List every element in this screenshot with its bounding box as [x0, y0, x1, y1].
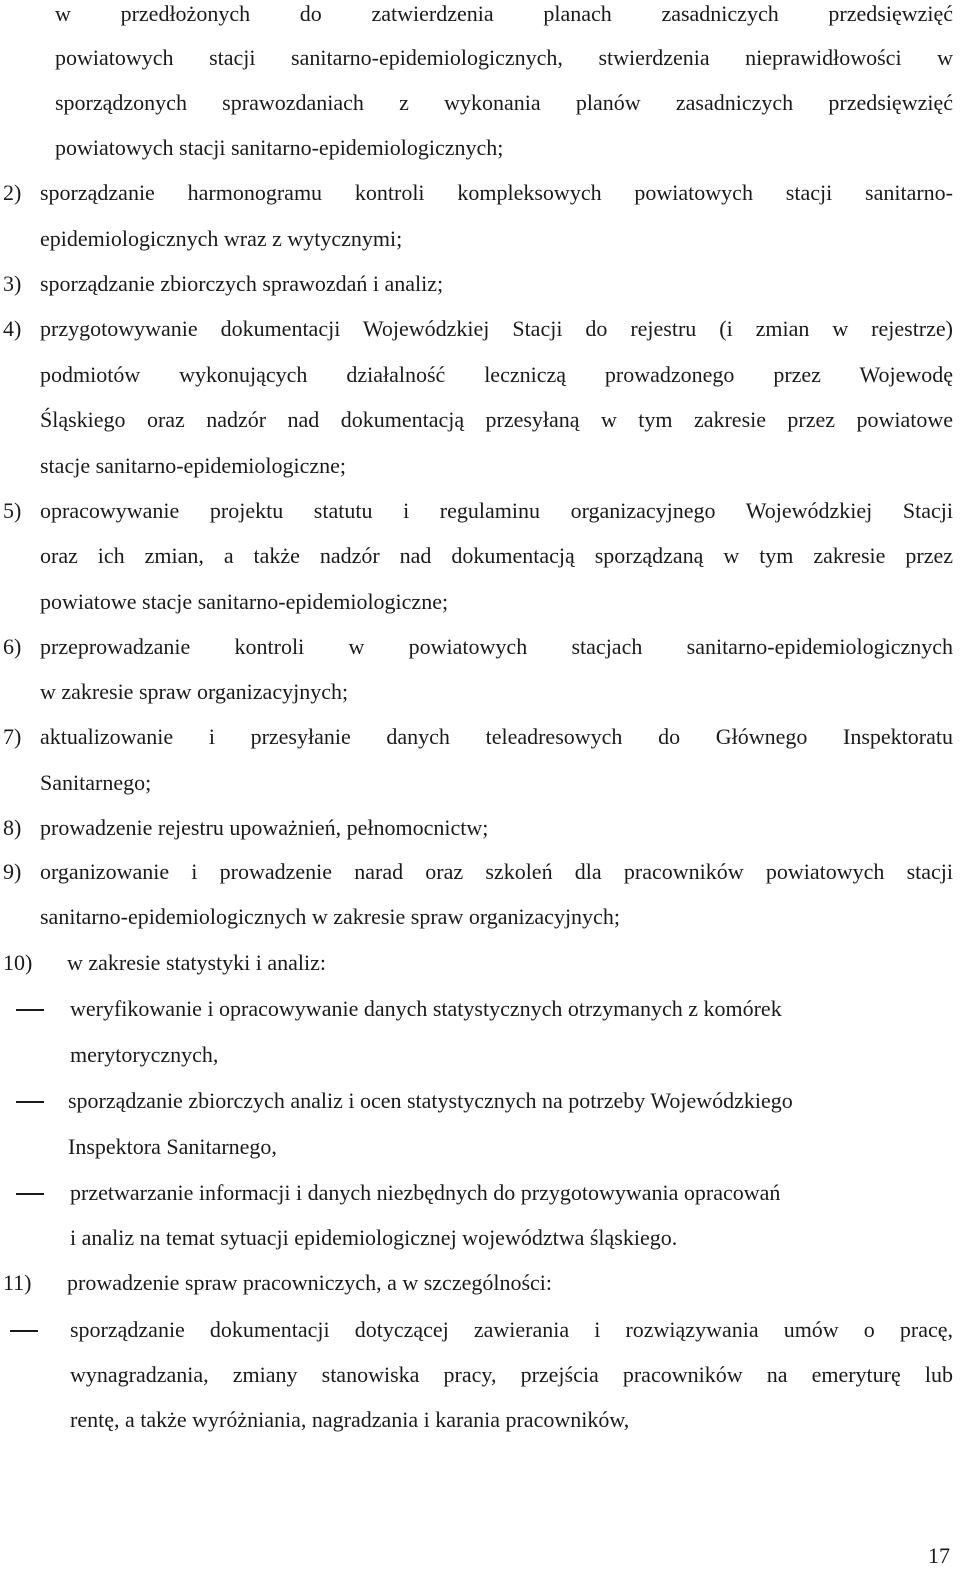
list-item-line: przygotowywanie dokumentacji Wojewódzkiej Stacji do rejestru (i zmian w rejestrze): [40, 316, 953, 341]
list-item-line: prowadzenie rejestru upoważnień, pełnomocnictw;: [40, 815, 489, 840]
dash-bullet-icon: [10, 1316, 40, 1344]
list-number: 8): [3, 815, 22, 840]
list-item-line: powiatowe stacje sanitarno-epidemiologiczne;: [40, 589, 449, 614]
list-item-line: podmiotów wykonujących działalność leczniczą prowadzonego przez Wojewodę: [40, 362, 953, 387]
sub-item-line: Inspektora Sanitarnego,: [68, 1134, 277, 1159]
list-item-line: organizowanie i prowadzenie narad oraz szkoleń dla pracowników powiatowych stacji: [40, 859, 953, 884]
list-number: 2): [3, 180, 22, 205]
sub-item-line: przetwarzanie informacji i danych niezbędnych do przygotowywania opracowań: [70, 1180, 781, 1205]
list-item-line: prowadzenie spraw pracowniczych, a w szczególności:: [67, 1270, 553, 1295]
list-number: 4): [3, 316, 22, 341]
list-number: 11): [3, 1270, 32, 1295]
list-item-line: Sanitarnego;: [40, 770, 152, 795]
list-number: 9): [3, 859, 22, 884]
list-number: 6): [3, 634, 22, 659]
list-number: 10): [3, 950, 33, 975]
paragraph-line: sporządzonych sprawozdaniach z wykonania planów zasadniczych przedsięwzięć: [55, 90, 953, 115]
list-item-line: przeprowadzanie kontroli w powiatowych stacjach sanitarno-epidemiologicznych: [40, 634, 953, 659]
list-item-line: sanitarno-epidemiologicznych w zakresie spraw organizacyjnych;: [40, 904, 620, 929]
dash-bullet-icon: [16, 1179, 46, 1207]
paragraph-line: w przedłożonych do zatwierdzenia planach zasadniczych przedsięwzięć: [55, 1, 953, 26]
dash-bullet-icon: [16, 995, 46, 1023]
sub-item-line: weryfikowanie i opracowywanie danych statystycznych otrzymanych z komórek: [70, 996, 782, 1021]
sub-item-line: merytorycznych,: [70, 1042, 219, 1067]
list-number: 5): [3, 498, 22, 523]
list-item-line: oraz ich zmian, a także nadzór nad dokumentacją sporządzaną w tym zakresie przez: [40, 543, 953, 568]
list-item-line: w zakresie spraw organizacyjnych;: [40, 679, 349, 704]
list-number: 3): [3, 271, 22, 296]
page-number: 17: [928, 1543, 950, 1568]
sub-item-line: sporządzanie dokumentacji dotyczącej zawierania i rozwiązywania umów o pracę,: [70, 1317, 953, 1342]
sub-item-line: rentę, a także wyróżniania, nagradzania i karania pracowników,: [70, 1407, 630, 1432]
paragraph-line: powiatowych stacji sanitarno-epidemiologicznych;: [55, 135, 504, 160]
list-item-line: Śląskiego oraz nadzór nad dokumentacją przesyłaną w tym zakresie przez powiatowe: [40, 407, 953, 432]
sub-item-line: wynagradzania, zmiany stanowiska pracy, przejścia pracowników na emeryturę lub: [70, 1362, 953, 1387]
list-item-line: aktualizowanie i przesyłanie danych teleadresowych do Głównego Inspektoratu: [40, 724, 953, 749]
list-item-line: sporządzanie zbiorczych sprawozdań i analiz;: [40, 271, 444, 296]
list-item-line: opracowywanie projektu statutu i regulaminu organizacyjnego Wojewódzkiej Stacji: [40, 498, 953, 523]
list-item-line: epidemiologicznych wraz z wytycznymi;: [40, 226, 403, 251]
sub-item-line: i analiz na temat sytuacji epidemiologicznej województwa śląskiego.: [70, 1225, 678, 1250]
sub-item-line: sporządzanie zbiorczych analiz i ocen statystycznych na potrzeby Wojewódzkiego: [68, 1088, 793, 1113]
list-item-line: w zakresie statystyki i analiz:: [67, 950, 327, 975]
list-item-line: sporządzanie harmonogramu kontroli kompleksowych powiatowych stacji sanitarno-: [40, 180, 953, 205]
list-item-line: stacje sanitarno-epidemiologiczne;: [40, 453, 347, 478]
list-number: 7): [3, 724, 22, 749]
paragraph-line: powiatowych stacji sanitarno-epidemiologicznych, stwierdzenia nieprawidłowości w: [55, 45, 953, 70]
dash-bullet-icon: [16, 1087, 46, 1115]
